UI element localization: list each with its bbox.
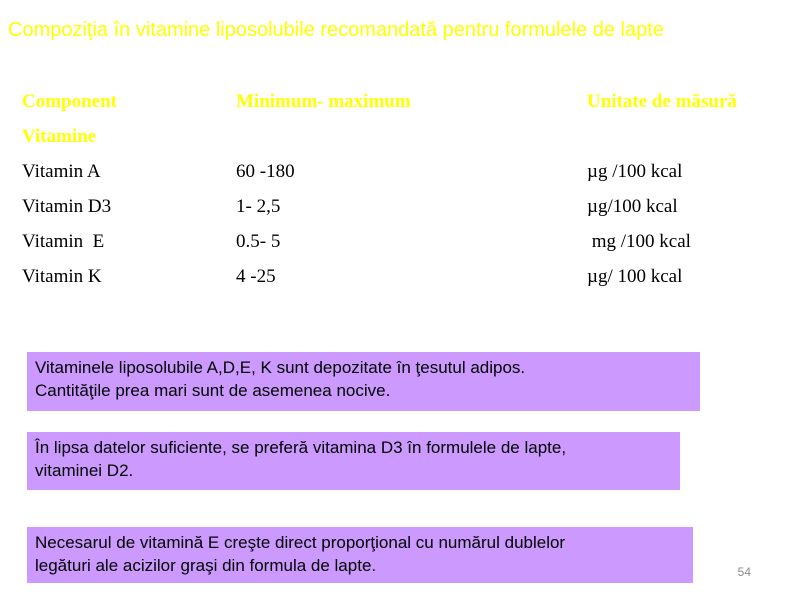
note-box-vitamin-e xyxy=(27,527,693,583)
note-line: Vitaminele liposolubile A,D,E, K sunt depozitate în ţesutul adipos. xyxy=(35,358,526,377)
header-unit: Unitate de măsură xyxy=(587,90,737,112)
table-row xyxy=(16,259,767,294)
cell-unit: mg /100 kcal xyxy=(587,230,691,252)
note-line: Cantităţile prea mari sunt de asemenea nocive. xyxy=(35,381,391,400)
cell-unit: µg /100 kcal xyxy=(587,160,683,182)
note-box-storage xyxy=(27,352,700,411)
header-component: Component xyxy=(22,90,118,112)
cell-component: Vitamin D3 xyxy=(22,195,112,217)
subheader-vitamine: Vitamine xyxy=(22,125,97,147)
cell-range: 4 -25 xyxy=(236,265,276,287)
cell-unit: µg/ 100 kcal xyxy=(587,265,683,287)
cell-range: 1- 2,5 xyxy=(236,195,281,217)
note-line: legături ale acizilor graşi din formula de lapte. xyxy=(35,556,377,575)
cell-component: Vitamin A xyxy=(22,160,101,182)
note-line: vitaminei D2. xyxy=(35,461,134,480)
cell-component: Vitamin E xyxy=(22,230,105,252)
table-row xyxy=(16,224,767,259)
slide-title: Compoziţia în vitamine liposolubile recomandată pentru formulele de lapte xyxy=(8,19,664,41)
table-subheader-row xyxy=(16,119,767,154)
note-line: În lipsa datelor suficiente, se preferă vitamina D3 în formulele de lapte, xyxy=(35,438,567,457)
cell-unit: µg/100 kcal xyxy=(587,195,678,217)
table-row xyxy=(16,154,767,189)
cell-range: 0.5- 5 xyxy=(236,230,281,252)
table-header-row xyxy=(16,84,767,119)
header-min-max: Minimum- maximum xyxy=(236,90,411,112)
cell-range: 60 -180 xyxy=(236,160,295,182)
page-number: 54 xyxy=(737,565,751,579)
note-line: Necesarul de vitamină E creşte direct proporţional cu numărul dublelor xyxy=(35,533,566,552)
note-box-d3 xyxy=(27,432,680,490)
table-row xyxy=(16,189,767,224)
vitamin-table xyxy=(16,84,767,294)
cell-component: Vitamin K xyxy=(22,265,102,287)
